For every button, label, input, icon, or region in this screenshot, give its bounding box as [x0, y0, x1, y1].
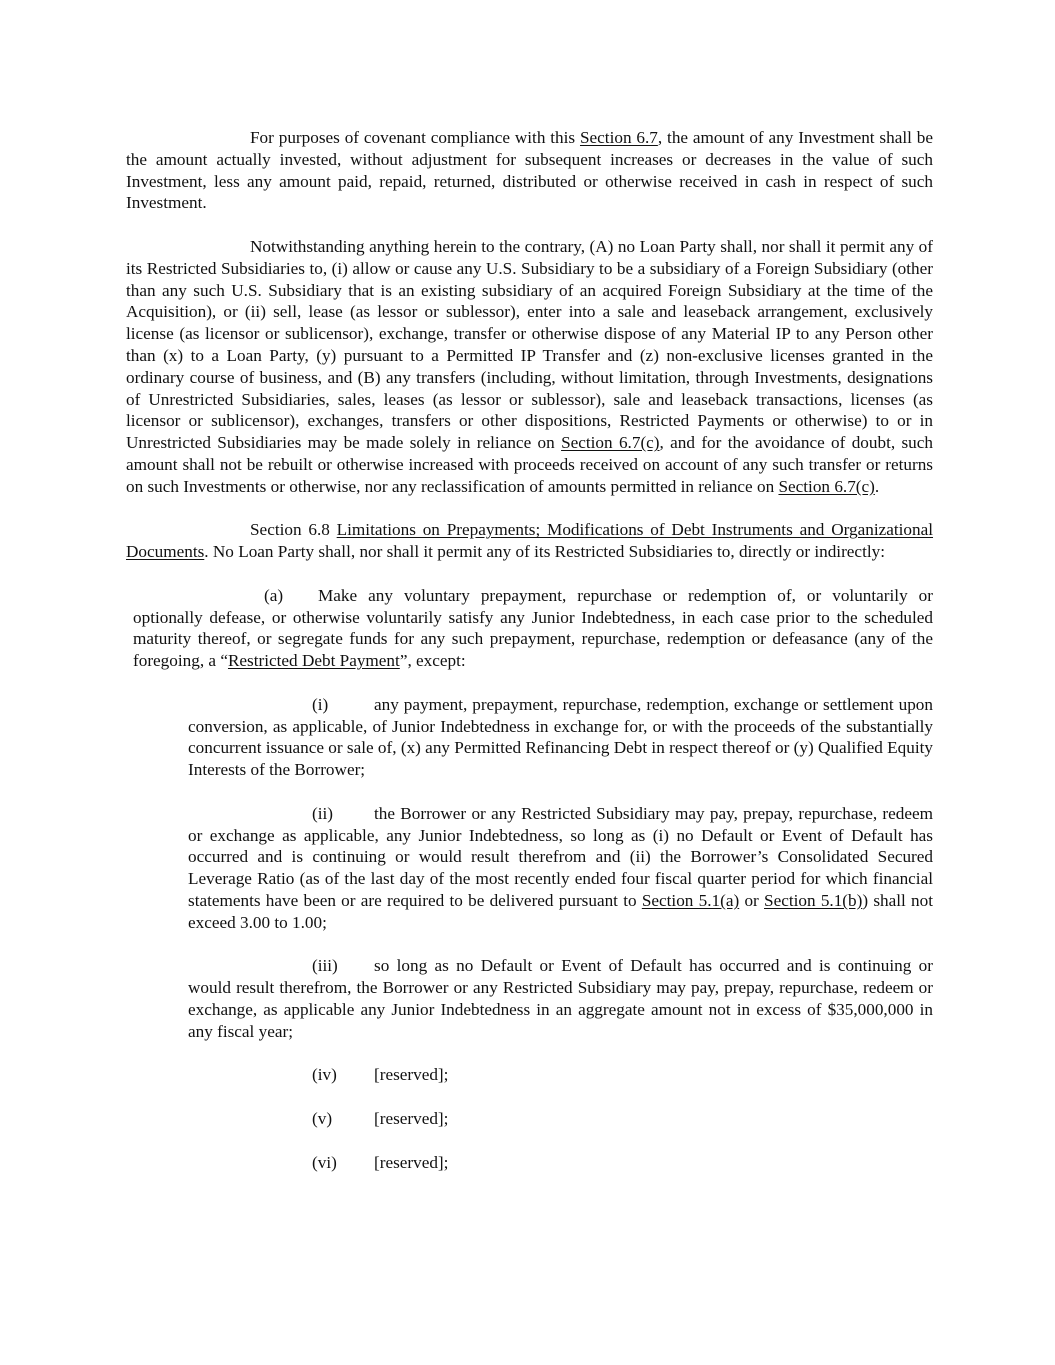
- section-title: Limitations on Prepayments; Modifications of Debt Instruments and Organizational Documents: [126, 520, 934, 562]
- text: Make any voluntary prepayment, repurchase or redemption of, or voluntarily or optionally defease, or otherwise voluntarily satisfy any Junior Indebtedness, in each case prior to the scheduled maturity thereof, or segregate funds for any such prepayment, repurchase, redemption or defeasance (any of the foregoing, a “: [133, 585, 933, 671]
- text: , and for the avoidance of doubt, such amount shall not be rebuilt or otherwise increased with proceeds received on account of any such transfer or returns on such Investments or otherwise, nor any reclassification of amounts permitted in reliance on: [126, 433, 933, 496]
- clause-a: [133, 585, 933, 672]
- item-label: (i): [312, 694, 329, 714]
- defined-term: Restricted Debt Payment: [227, 651, 400, 671]
- item-vi: [312, 1152, 933, 1174]
- text: For purposes of covenant compliance with this: [250, 128, 580, 147]
- text: ) shall not exceed 3.00 to 1.00;: [188, 890, 933, 932]
- text: or: [739, 890, 765, 910]
- item-i: [188, 694, 933, 781]
- section-reference: Section 6.7: [579, 128, 658, 147]
- section-number: Section 6.8: [250, 520, 337, 540]
- item-iv: [312, 1064, 933, 1086]
- text: . No Loan Party shall, nor shall it permit any of its Restricted Subsidiaries to, directly or indirectly:: [204, 542, 885, 562]
- item-label: (iii): [312, 956, 338, 976]
- item-label: (ii): [312, 803, 333, 823]
- item-label: (vi): [312, 1153, 337, 1173]
- text: [reserved];: [374, 1065, 449, 1085]
- text: any payment, prepayment, repurchase, redemption, exchange or settlement upon conversion, as applicable, of Junior Indebtedness in exchange for, or with the proceeds of the substantially concurrent issuance or sale of, (x) any Permitted Refinancing Debt in respect thereof or (y) Qualified Equity Interests of the Borrower;: [188, 694, 934, 780]
- paragraph-notwithstanding: [126, 236, 933, 498]
- text: .: [874, 476, 880, 496]
- text: [reserved];: [374, 1109, 449, 1129]
- item-iii: [188, 955, 933, 1042]
- text: the Borrower or any Restricted Subsidiary may pay, prepay, repurchase, redeem or exchange as applicable, any Junior Indebtedness, so long as (i) no Default or Event of Default has occurred and is continuing or would result therefrom and (ii) the Borrower’s Consolidated Secured Leverage Ratio (as of the last day of the most recently ended four fiscal quarter period for which financial statements have been or are required to be delivered pursuant to: [188, 803, 933, 910]
- text: [reserved];: [374, 1153, 449, 1173]
- text: , the amount of any Investment shall be the amount actually invested, without adjustment for subsequent increases or decreases in the value of such Investment, less any amount paid, repaid, returned, distributed or otherwise received in cash in respect of such Investment.: [126, 128, 933, 213]
- text: ”, except:: [399, 651, 466, 671]
- clause-label: (a): [264, 585, 284, 605]
- section-reference: Section 5.1(a): [641, 890, 740, 910]
- section-reference: Section 6.7(c): [778, 476, 875, 496]
- section-reference: Section 6.7(c): [561, 433, 660, 453]
- section-6-8-heading: [126, 519, 933, 563]
- paragraph-investment-amount: [126, 127, 933, 214]
- section-reference: Section 5.1(b): [764, 890, 863, 910]
- item-label: (v): [312, 1109, 333, 1129]
- text: Notwithstanding anything herein to the contrary, (A) no Loan Party shall, nor shall it permit any of its Restricted Subsidiaries to, (i) allow or cause any U.S. Subsidiary to be a subsidiary of a Foreign Subsidiary (other than any such U.S. Subsidiary that is an existing subsidiary of an acquired Foreign Subsidiary at the time of the Acquisition), or (ii) sell, lease (as lessor or sublessor), enter into a sale and leaseback arrangement, exclusively license (as licensor or sublicensor), exchange, transfer or otherwise dispose of any Material IP to any Person other than (x) to a Loan Party, (y) pursuant to a Permitted IP Transfer and (z) non-exclusive licenses granted in the ordinary course of business, and (B) any transfers (including, without limitation, through Investments, designations of Unrestricted Subsidiaries, sales, leases (as lessor or sublessor), sale and leaseback transactions, licenses (as licensor or sublicensor), exchanges, transfers or other dispositions, Restricted Payments or otherwise) to or in Unrestricted Subsidiaries may be made solely in reliance on: [126, 236, 933, 453]
- item-label: (iv): [312, 1065, 337, 1085]
- item-v: [312, 1108, 933, 1130]
- item-ii: [188, 803, 933, 934]
- document-page: [126, 127, 933, 1196]
- text: so long as no Default or Event of Default has occurred and is continuing or would result therefrom, the Borrower or any Restricted Subsidiary may pay, prepay, repurchase, redeem or exchange, as applicable any Junior Indebtedness in an aggregate amount not in excess of $35,000,000 in any fiscal year;: [188, 956, 933, 1041]
